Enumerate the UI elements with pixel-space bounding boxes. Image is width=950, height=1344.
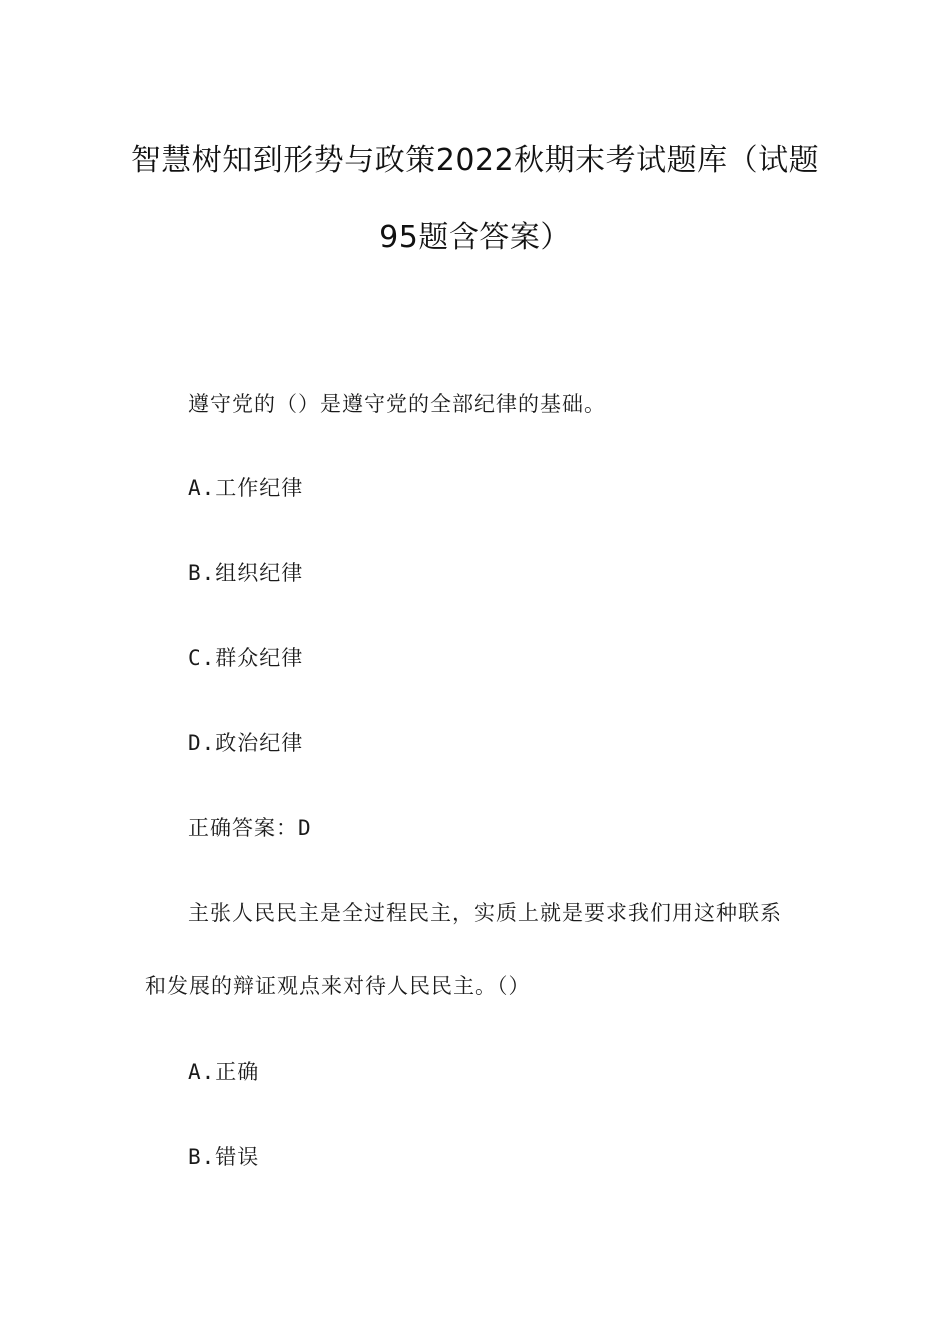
question-1-option-a: A.工作纪律 — [188, 476, 304, 500]
question-1-stem: 遵守党的（）是遵守党的全部纪律的基础。 — [188, 392, 606, 416]
question-2-option-a: A.正确 — [188, 1060, 260, 1084]
question-1-option-c: C.群众纪律 — [188, 646, 304, 670]
document-title-line-1: 智慧树知到形势与政策2022秋期末考试题库（试题 — [130, 143, 820, 178]
question-2-option-b: B.错误 — [188, 1145, 260, 1169]
question-2-stem-line-1: 主张人民民主是全过程民主，实质上就是要求我们用这种联系 — [188, 901, 782, 925]
question-1-answer: 正确答案：D — [188, 816, 312, 840]
document-title-line-2: 95题含答案） — [379, 220, 571, 255]
question-1-option-d: D.政治纪律 — [188, 731, 304, 755]
question-1-option-b: B.组织纪律 — [188, 561, 304, 585]
question-2-stem-line-2: 和发展的辩证观点来对待人民民主。（） — [145, 974, 531, 998]
